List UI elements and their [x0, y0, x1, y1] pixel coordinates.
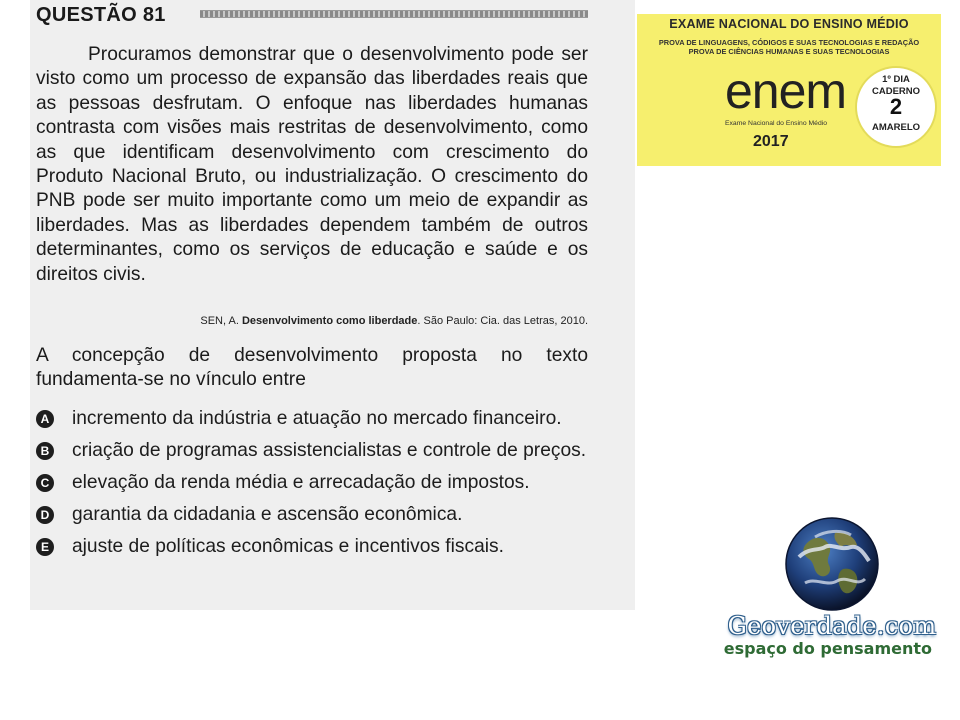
exam-day: 1º DIA	[882, 74, 910, 85]
option-text-d: garantia da cidadania e ascensão econômica.	[72, 504, 463, 525]
enem-exam-badge	[637, 14, 941, 166]
question-title: QUESTÃO 81	[36, 4, 166, 26]
booklet-label: CADERNO	[871, 86, 921, 97]
exam-title: EXAME NACIONAL DO ENSINO MÉDIO	[669, 17, 909, 31]
exam-year: 2017	[753, 133, 789, 150]
option-e[interactable]	[36, 535, 588, 559]
site-tagline: espaço do pensamento	[723, 639, 932, 658]
source-publisher: . São Paulo: Cia. das Letras, 2010.	[417, 315, 588, 327]
option-b[interactable]	[36, 439, 588, 463]
booklet-color: AMARELO	[871, 122, 921, 133]
globe-icon	[785, 517, 879, 611]
option-d[interactable]	[36, 503, 588, 527]
option-letter-c: C	[36, 474, 54, 492]
booklet-circle	[855, 66, 937, 148]
option-text-e: ajuste de políticas econômicas e incentivos fiscais.	[72, 536, 504, 557]
source-author: SEN, A.	[200, 315, 239, 327]
passage-source	[200, 315, 588, 327]
question-passage: Procuramos demonstrar que o desenvolvimento pode ser visto como um processo de expansão das liberdades reais que as pessoas desfrutam. O enfoque nas liberdades humanas contrasta com visões mais restritas de desenvolvimento, como as que identificam desenvolvimento com crescimento do Produto Nacional Bruto, ou industrialização. O crescimento do PNB pode ser muito importante como um meio de expandir as liberdades. Mas as liberdades dependem também de outros determinantes, como os serviços de educação e saúde e os direitos civis.	[36, 44, 588, 285]
header-rule	[200, 10, 588, 18]
option-text-a: incremento da indústria e atuação no mercado financeiro.	[72, 408, 562, 429]
option-text-c: elevação da renda média e arrecadação de impostos.	[72, 472, 530, 493]
option-c[interactable]	[36, 471, 588, 495]
booklet-number: 2	[889, 94, 903, 119]
option-text-b: criação de programas assistencialistas e controle de preços.	[72, 440, 587, 461]
answer-options	[36, 407, 588, 567]
option-letter-e: E	[36, 538, 54, 556]
option-letter-a: A	[36, 410, 54, 428]
option-letter-d: D	[36, 506, 54, 524]
option-letter-b: B	[36, 442, 54, 460]
exam-subtitle-2: PROVA DE CIÊNCIAS HUMANAS E SUAS TECNOLOGIAS	[688, 47, 890, 56]
question-header	[36, 4, 166, 27]
question-stem: A concepção de desenvolvimento proposta no texto fundamenta-se no vínculo entre	[36, 345, 588, 390]
enem-logo: enem	[725, 63, 847, 119]
site-name: Geoverdade.com	[727, 612, 937, 640]
option-a[interactable]	[36, 407, 588, 431]
enem-logo-tagline: Exame Nacional do Ensino Médio	[725, 120, 828, 127]
exam-subtitle-1: PROVA DE LINGUAGENS, CÓDIGOS E SUAS TECNOLOGIAS E REDAÇÃO	[658, 38, 920, 47]
source-book: Desenvolvimento como liberdade	[241, 315, 418, 327]
